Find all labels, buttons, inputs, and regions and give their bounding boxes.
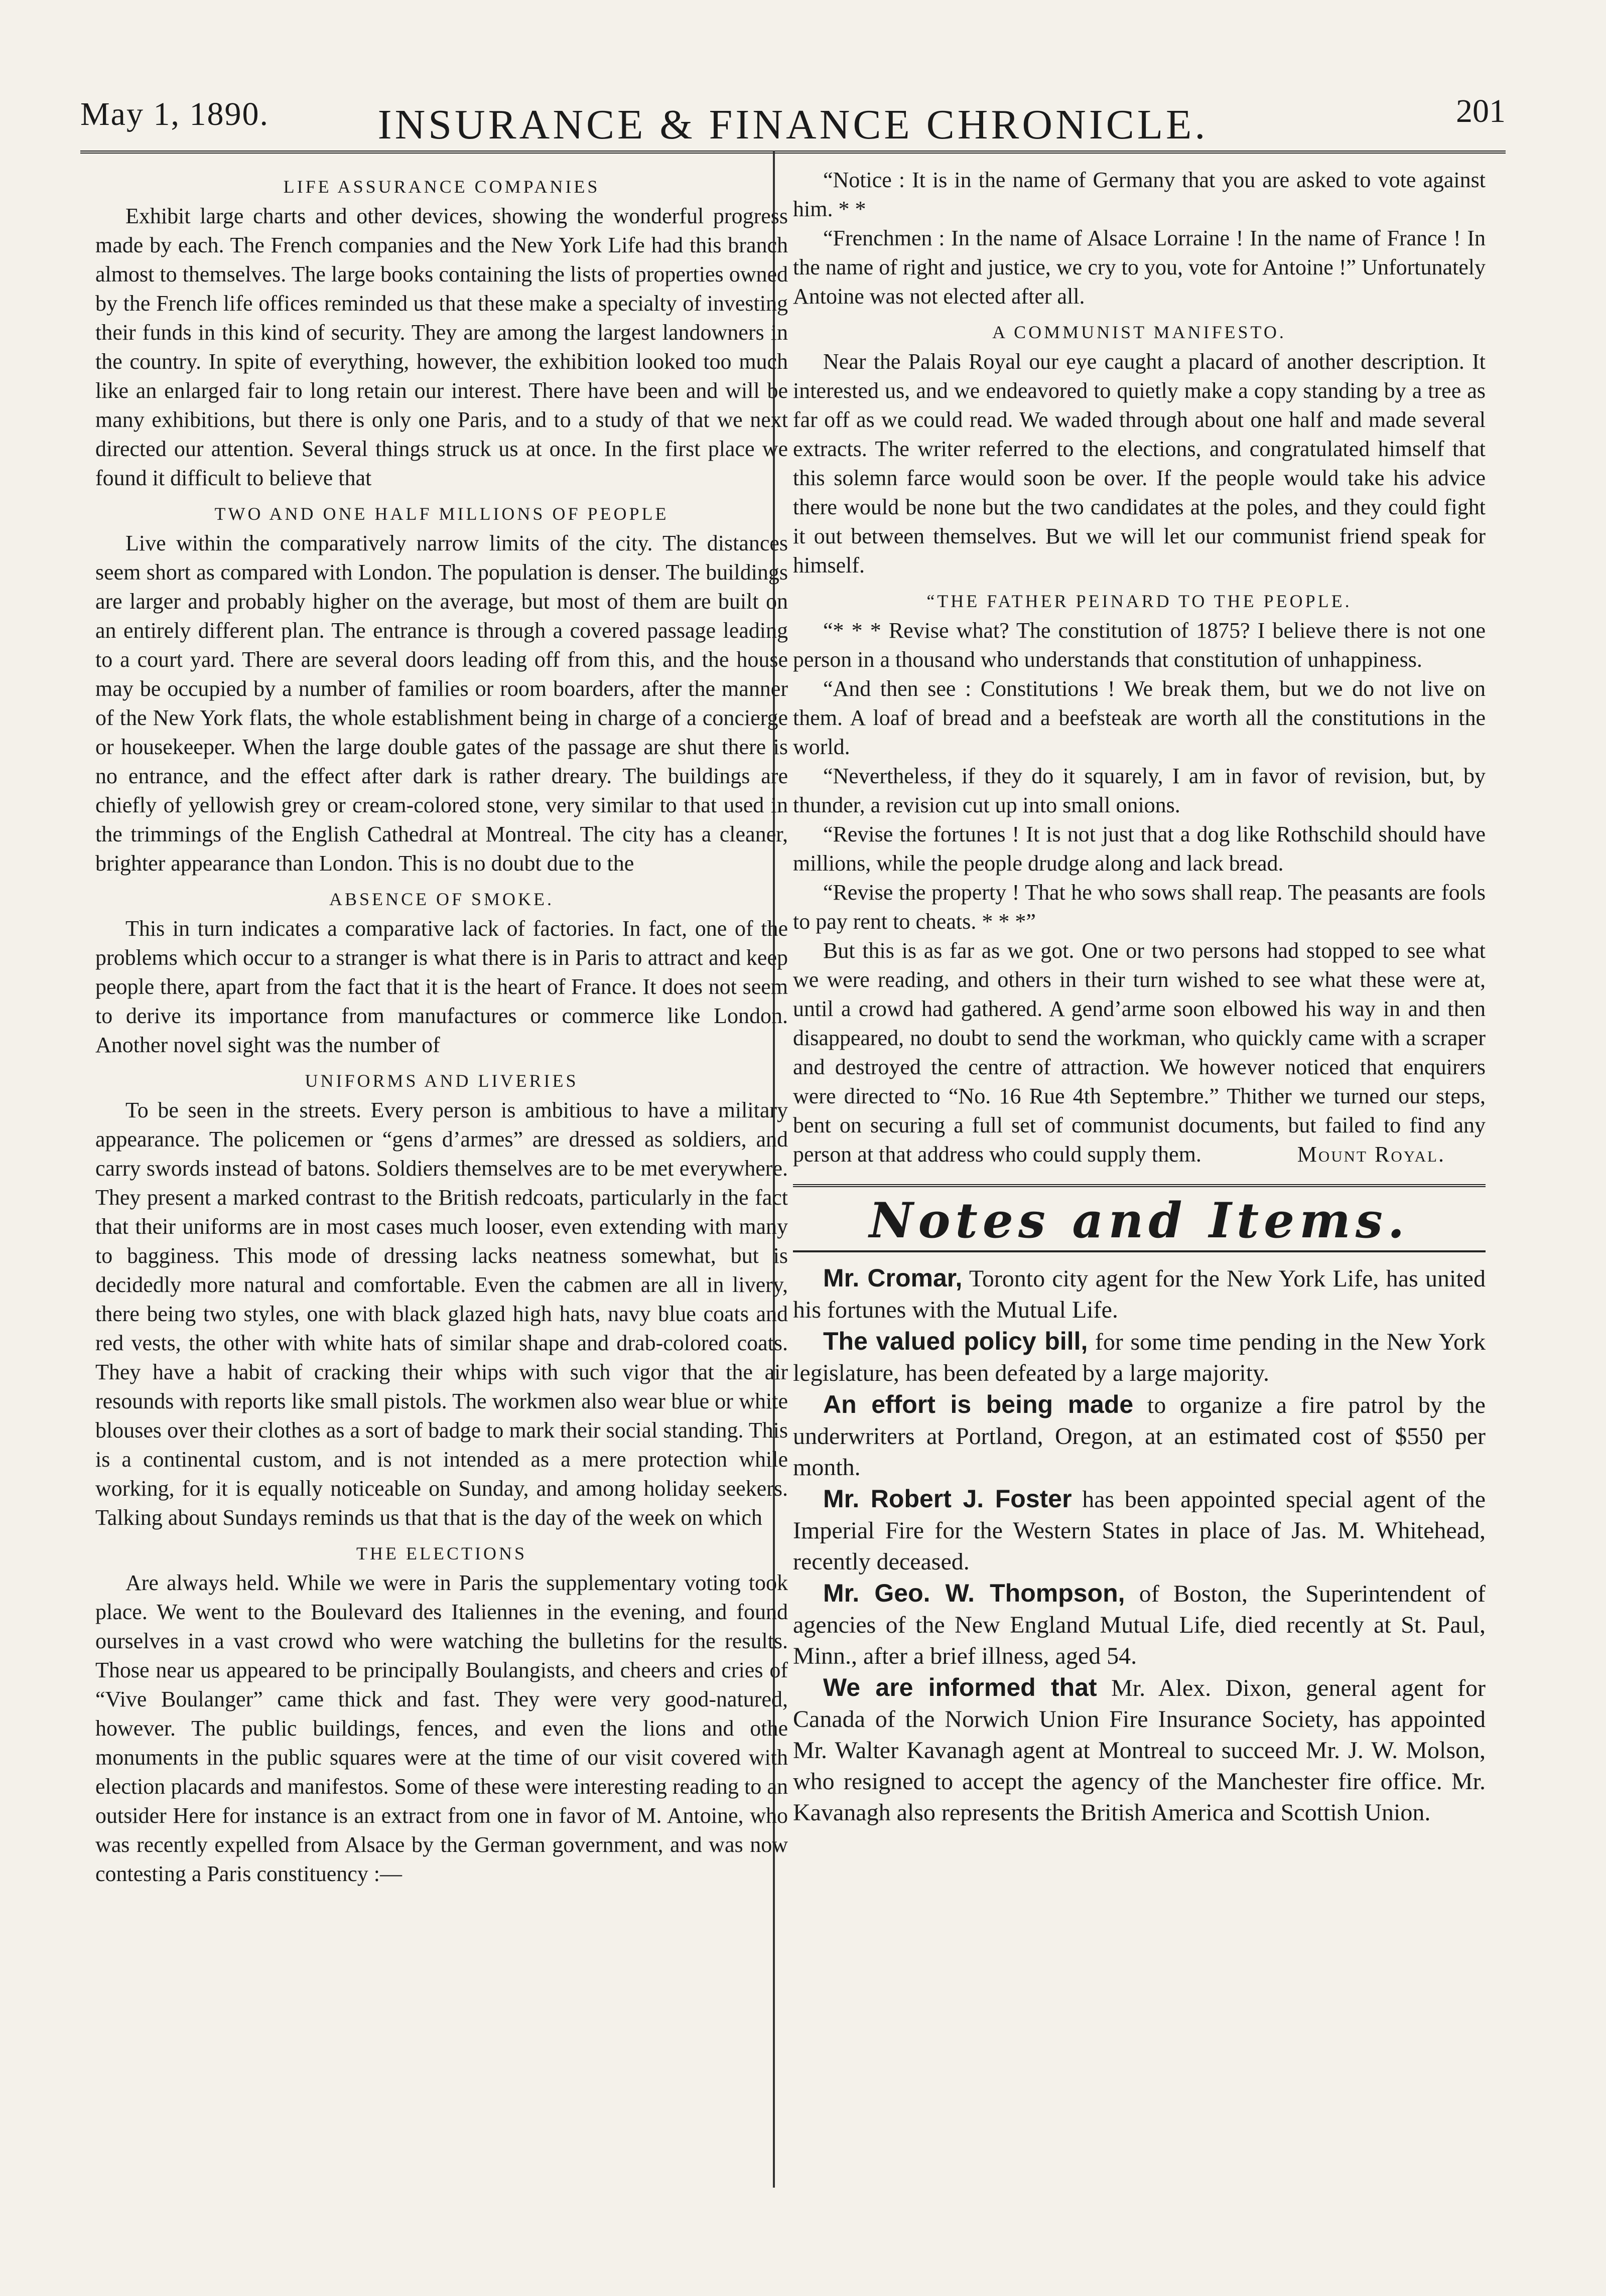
paragraph: “Revise the property ! That he who sows shall reap. The peasants are fools to pay rent to cheats. * * *” — [793, 880, 1486, 934]
paragraph: “Frenchmen : In the name of Alsace Lorraine ! In the name of France ! In the name of right and justice, we cry to you, vote for Antoine !” Unfortunately Antoine was not elected after all. — [793, 226, 1486, 309]
item-lead: Mr. Geo. W. Thompson, — [823, 1579, 1125, 1607]
publication-title: INSURANCE & FINANCE CHRONICLE. — [377, 101, 1209, 148]
notes-and-items-title: Notes and Items. — [869, 1192, 1410, 1249]
section-rule — [793, 1184, 1486, 1191]
section-heading: LIFE ASSURANCE COMPANIES — [283, 177, 600, 197]
paragraph: To be seen in the streets. Every person is ambitious to have a military appearance. The policemen or “gens d’armes” are dressed as soldiers, and carry swords instead of batons. Soldiers themselves are to be met everywhere. They present a marked contrast to the British redcoats, particularly in the fact that their uniforms are in most cases much looser, even extending with many to bagginess. This mode of dressing lacks neatness somewhat, but is decidedly more natural and comfortable. Even the cabmen are all in livery, there being two styles, one with black glazed high hats, navy blue coats and red vests, the other with white hats of similar shape and drab-colored coats. They have a habit of cracking their whips with such vigor that the air resounds with reports like small pistols. The workmen also wear blue or white blouses over their clothes as a sort of badge to mark their social standing. This is a continental custom, and is not intended as a mere protection while working, for it is equally noticeable on Sunday, and among holiday seekers. Talking about Sundays reminds us that that is the day of the week on which — [95, 1098, 788, 1530]
paragraph: Are always held. While we were in Paris the supplementary voting took place. We went to the Boulevard des Italiennes in the evening, and found ourselves in a vast crowd who were watching the bulletins for the results. Those near us appeared to be principally Boulangists, and cheers and cries of “Vive Boulanger” came thick and fast. They were very good-natured, however. The public buildings, fences, and even the lions and othe monuments in the public squares were at the time of our visit covered with election placards and manifestos. Some of these were interesting reading to an outsider Here for instance is an extract from one in favor of M. Antoine, who was recently expelled from Alsace by the German government, and was now contesting a Paris constituency :— — [95, 1570, 788, 1886]
page-header — [80, 75, 1506, 156]
left-column — [95, 166, 788, 1889]
paragraph: This in turn indicates a comparative lack of factories. In fact, one of the problems which occur to a stranger is what there is in Paris to attract and keep people there, apart from the fact that it is the heart of France. It does not seem to derive its importance from manufactures or commerce like London. Another novel sight was the number of — [95, 916, 788, 1057]
section-heading: TWO AND ONE HALF MILLIONS OF PEOPLE — [214, 504, 669, 524]
item-lead: We are informed that — [823, 1673, 1097, 1701]
news-item — [793, 1577, 1486, 1672]
news-item — [793, 1389, 1486, 1483]
item-text: has been appointed special agent of the Imperial Fire for the Western States in place of Jas. M. Whitehead, recently deceased. — [793, 1486, 1486, 1575]
paragraph: “And then see : Constitutions ! We break them, but we do not live on them. A loaf of bread and a beefsteak are worth all the constitutions in the world. — [793, 676, 1486, 759]
section-heading: ABSENCE OF SMOKE. — [329, 889, 555, 909]
item-text: Mr. Alex. Dixon, general agent for Canada of the Norwich Union Fire Insurance Society, has appointed Mr. Walter Kavanagh agent at Montreal to succeed Mr. J. W. Molson, who resigned to accept the agency of the Manchester fire office. Mr. Kavanagh also represents the British America and Scottish Union. — [793, 1675, 1486, 1826]
paragraph: Exhibit large charts and other devices, showing the wonderful progress made by each. The French companies and the New York Life had this branch almost to themselves. The large books containing the lists of properties owned by the French life offices reminded us that these make a specialty of investing their funds in this kind of security. They are among the largest landowners in the country. In spite of everything, however, the exhibition looked too much like an enlarged fair to long retain our interest. There have been and will be many exhibitions, but there is only one Paris, and to a study of that we next directed our attention. Several things struck us at once. In the first place we found it difficult to believe that — [95, 204, 788, 490]
item-text: of Boston, the Superintendent of agencies of the New England Mutual Life, died recently at St. Paul, Minn., after a brief illness, aged 54. — [793, 1581, 1486, 1669]
paragraph: “Nevertheless, if they do it squarely, I am in favor of revision, but, by thunder, a revision cut up into small onions. — [793, 764, 1486, 817]
item-text: to organize a fire patrol by the underwriters at Portland, Oregon, at an estimated cost of $550 per month. — [793, 1392, 1486, 1481]
page-number: 201 — [1456, 93, 1506, 129]
section-heading: “THE FATHER PEINARD TO THE PEOPLE. — [926, 591, 1352, 611]
title-rule — [793, 1250, 1486, 1252]
signature: Mount Royal. — [1297, 1142, 1445, 1167]
right-column — [793, 166, 1486, 1828]
item-text: for some time pending in the New York legislature, has been defeated by a large majority. — [793, 1329, 1486, 1386]
news-item — [793, 1483, 1486, 1577]
header-rule — [80, 151, 1506, 159]
item-text: Toronto city agent for the New York Life, has united his fortunes with the Mutual Life. — [793, 1265, 1486, 1323]
news-item — [793, 1326, 1486, 1389]
item-lead: An effort is being made — [823, 1390, 1134, 1418]
issue-date: May 1, 1890. — [80, 96, 269, 132]
item-lead: The valued policy bill, — [823, 1327, 1088, 1355]
paragraph: Near the Palais Royal our eye caught a placard of another description. It interested us, and we endeavored to quietly make a copy standing by a tree as far off as we could read. We waded through about one half and made several extracts. The writer referred to the elections, and congratulated himself that this solemn farce would soon be over. If the people would take his advice there would be none but the two candidates at the poles, and they could fight it out between themselves. But we will let our communist friend speak for himself. — [793, 349, 1486, 578]
item-lead: Mr. Cromar, — [823, 1264, 963, 1292]
paragraph: But this is as far as we got. One or two persons had stopped to see what we were reading, and others in their turn wished to see what these were at, until a crowd had gathered. A gend’arme soon elbowed his way in and then disappeared, no doubt to send the workman, who quickly came with a scraper and destroyed the centre of attraction. We however noticed that enquirers were directed to “No. 16 Rue 4th Septembre.” Thither we turned our steps, bent on securing a full set of communist documents, but failed to find any person at that address who could supply them. — [793, 938, 1486, 1167]
news-item — [793, 1672, 1486, 1828]
paragraph: Live within the comparatively narrow limits of the city. The distances seem short as compared with London. The population is denser. The buildings are larger and probably higher on the average, but most of them are built on an entirely different plan. The entrance is through a covered passage leading to a court yard. There are several doors leading off from this, and the house may be occupied by a number of families or room boarders, after the manner of the New York flats, the whole establishment being in charge of a concierge or housekeeper. When the large double gates of the passage are shut there is no entrance, and the effect after dark is rather dreary. The buildings are chiefly of yellowish grey or cream-colored stone, very similar to that used in the trimmings of the English Cathedral at Montreal. The city has a cleaner, brighter appearance than London. This is no doubt due to the — [95, 531, 788, 876]
paragraph: “Revise the fortunes ! It is not just that a dog like Rothschild should have millions, while the people drudge along and lack bread. — [793, 822, 1486, 876]
item-lead: Mr. Robert J. Foster — [823, 1485, 1072, 1513]
paragraph: “* * * Revise what? The constitution of 1875? I believe there is not one person in a thousand who understands that constitution of unhappiness. — [793, 618, 1486, 672]
section-heading: UNIFORMS AND LIVERIES — [305, 1071, 579, 1091]
section-heading: THE ELECTIONS — [356, 1543, 527, 1563]
paragraph: “Notice : It is in the name of Germany that you are asked to vote against him. * * — [793, 168, 1486, 221]
section-heading: A COMMUNIST MANIFESTO. — [992, 322, 1286, 342]
news-item — [793, 1262, 1486, 1326]
